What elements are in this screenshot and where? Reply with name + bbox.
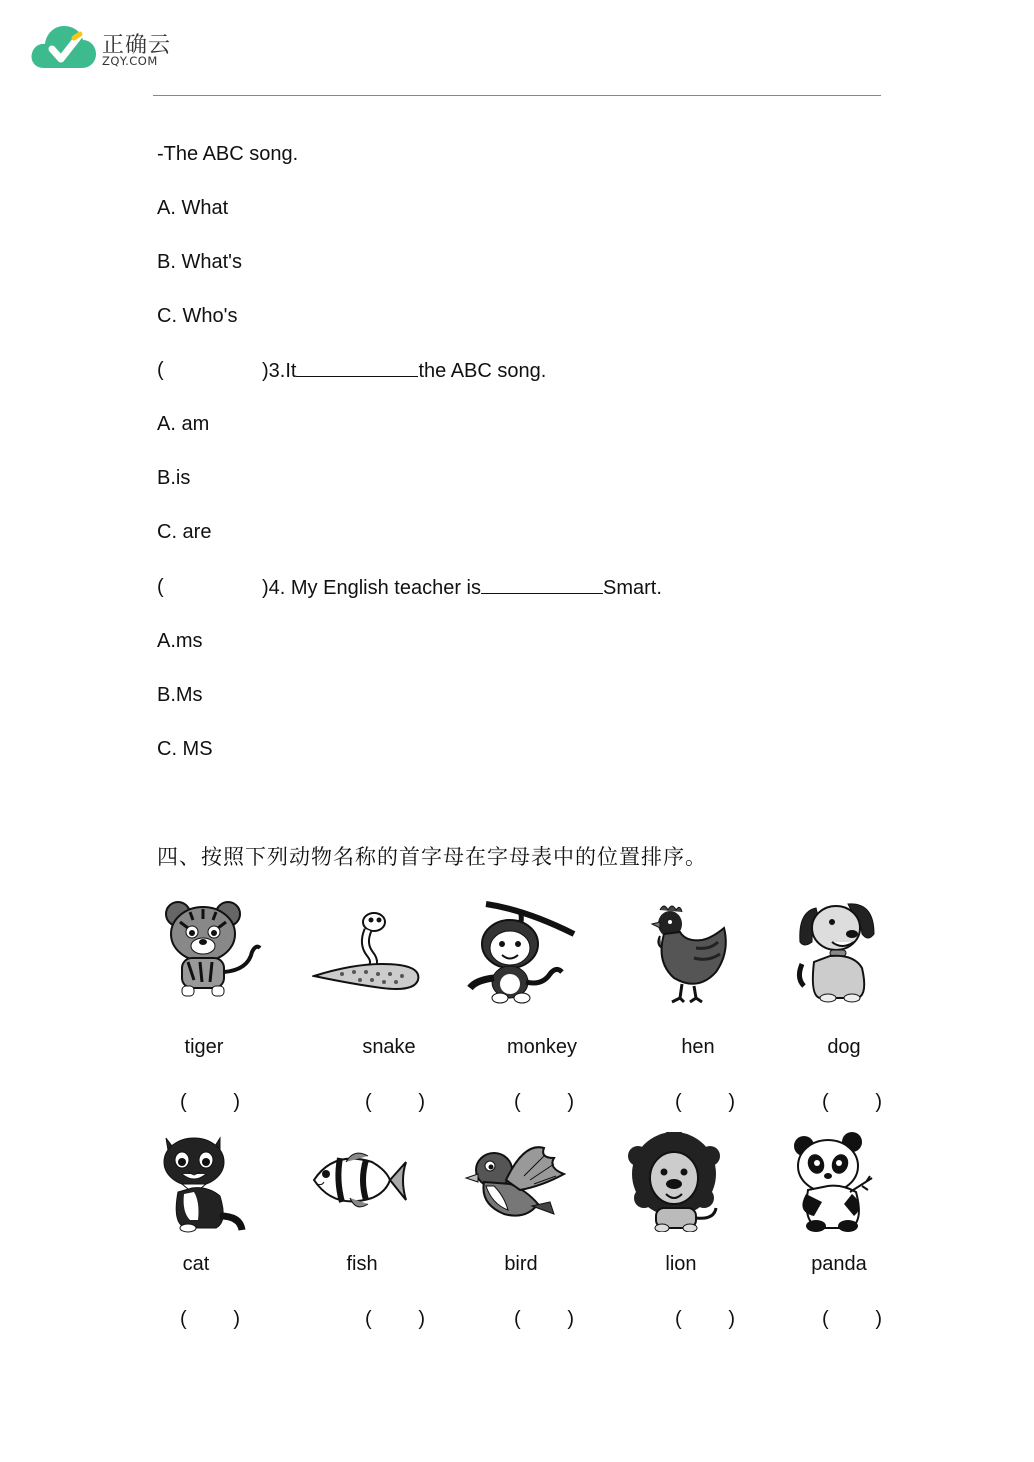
animal-label: snake — [362, 1036, 416, 1058]
answer-paren: ( ) — [365, 1091, 425, 1113]
hen-icon — [646, 902, 730, 1004]
answer-paren: ( ) — [180, 1091, 240, 1113]
panda-icon — [792, 1132, 876, 1232]
zqy-logo — [30, 22, 180, 74]
q3-option-c: C. are — [157, 521, 212, 543]
q4-option-a: A.ms — [157, 630, 203, 652]
tiger-icon — [160, 900, 265, 1002]
animal-label: dog — [827, 1036, 861, 1058]
question-line: -The ABC song. — [157, 143, 299, 165]
animal-label: cat — [182, 1253, 210, 1275]
snake-icon — [312, 910, 424, 992]
dog-icon — [796, 898, 876, 1004]
animal-label: tiger — [184, 1036, 224, 1058]
animal-label: panda — [811, 1253, 867, 1275]
q4-stem — [262, 575, 662, 600]
animal-label: hen — [681, 1036, 715, 1058]
q3-option-a: A. am — [157, 413, 210, 435]
answer-paren: ( ) — [514, 1091, 574, 1113]
answer-paren: ( ) — [822, 1308, 882, 1330]
answer-paren: ( ) — [180, 1308, 240, 1330]
answer-paren: ( ) — [514, 1308, 574, 1330]
q3-stem — [262, 358, 546, 383]
q4-prefix: )4. My English teacher is — [262, 577, 481, 599]
cat-icon — [158, 1132, 246, 1234]
option-a: A. What — [157, 197, 229, 219]
q3-option-b: B.is — [157, 467, 191, 489]
q3-prefix: )3.It — [262, 360, 297, 382]
q4-option-c: C. MS — [157, 738, 213, 760]
q3-suffix: the ABC song. — [418, 360, 547, 382]
answer-paren: ( ) — [675, 1091, 735, 1113]
option-b: B. What's — [157, 251, 242, 273]
answer-paren: ( ) — [675, 1308, 735, 1330]
header-divider — [153, 95, 881, 96]
q4-option-b: B.Ms — [157, 684, 203, 706]
q4-blank — [481, 575, 603, 594]
animal-label: fish — [346, 1253, 378, 1275]
lion-icon — [628, 1132, 722, 1232]
animal-label: monkey — [506, 1036, 578, 1058]
animal-label: bird — [504, 1253, 538, 1275]
q3-blank — [296, 358, 418, 377]
logo-domain-text: ZQY.COM — [102, 54, 158, 68]
section-4-title: 四、按照下列动物名称的首字母在字母表中的位置排序。 — [157, 845, 707, 869]
q4-answer-paren: ( — [157, 576, 164, 598]
bird-icon — [464, 1140, 570, 1224]
fish-icon — [310, 1146, 408, 1218]
q3-answer-paren: ( — [157, 359, 164, 381]
answer-paren: ( ) — [822, 1091, 882, 1113]
option-c: C. Who's — [157, 305, 238, 327]
answer-paren: ( ) — [365, 1308, 425, 1330]
logo-chinese-text: 正确云 — [102, 33, 172, 58]
cloud-check-icon — [30, 22, 100, 74]
q4-suffix: Smart. — [602, 577, 662, 599]
animal-label: lion — [665, 1253, 697, 1275]
monkey-icon — [466, 900, 578, 1004]
